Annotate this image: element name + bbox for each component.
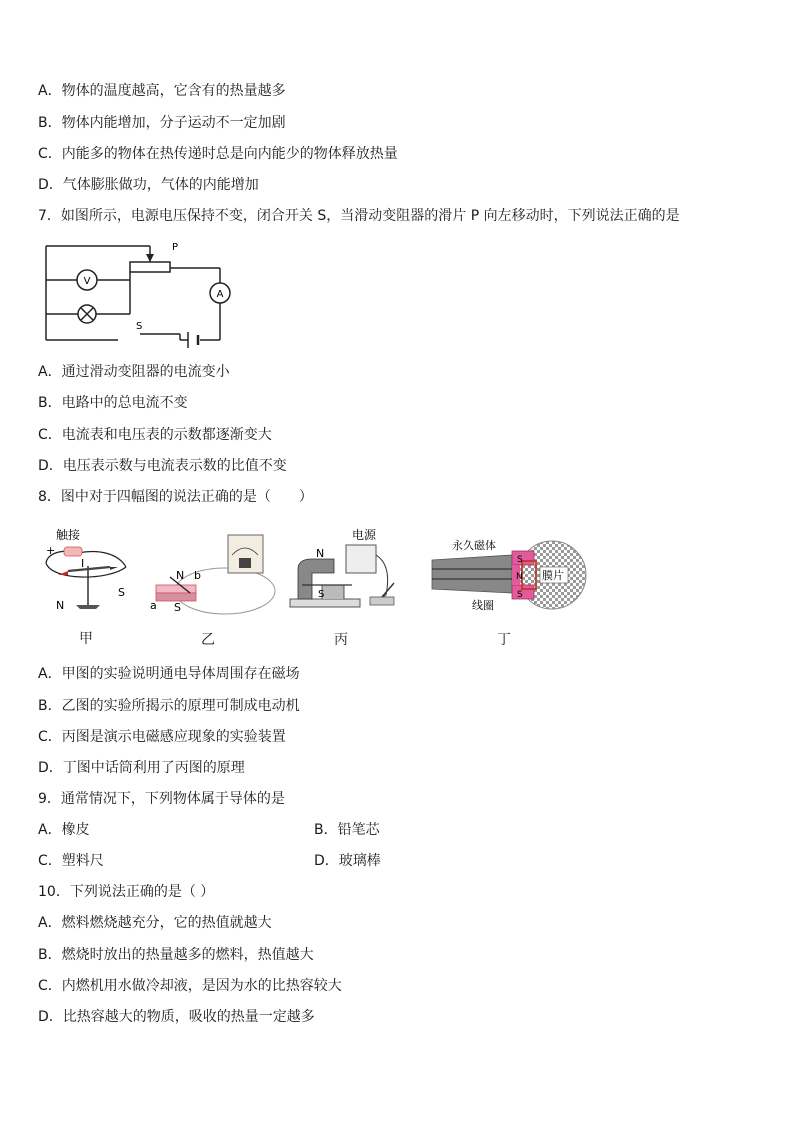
q6-option-a: A．物体的温度越高，它含有的热量越多 [38, 83, 286, 99]
yi-a-label: a [150, 599, 157, 612]
caption-yi: 乙 [201, 632, 215, 648]
ding-magnet-label: 永久磁体 [452, 539, 496, 552]
figure-ding-microphone [432, 535, 592, 615]
ammeter-label: A [216, 289, 224, 300]
q6-option-b: B．物体内能增加，分子运动不一定加剧 [38, 115, 286, 131]
q9-option-c: C．塑料尺 [38, 853, 104, 869]
figure-yi-induction [150, 533, 275, 621]
q10-option-c: C．内燃机用水做冷却液，是因为水的比热容较大 [38, 978, 342, 994]
q7-option-b: B．电路中的总电流不变 [38, 395, 188, 411]
caption-ding: 丁 [497, 632, 511, 648]
jia-north-label: N [56, 599, 65, 612]
q8-option-c: C．丙图是演示电磁感应现象的实验装置 [38, 729, 286, 745]
q10-option-b: B．燃烧时放出的热量越多的燃料，热值越大 [38, 947, 314, 963]
figure-bing-motor [282, 525, 412, 615]
jia-touch-label: 触接 [56, 528, 81, 542]
q9-stem: 9．通常情况下，下列物体属于导体的是 [38, 791, 285, 807]
ding-s-bottom-label: S [517, 590, 523, 600]
yi-s-label: S [174, 601, 181, 614]
q8-option-d: D．丁图中话筒利用了丙图的原理 [38, 760, 245, 776]
q7-option-c: C．电流表和电压表的示数都逐渐变大 [38, 427, 272, 443]
q10-option-d: D．比热容越大的物质，吸收的热量一定越多 [38, 1009, 315, 1025]
bing-power-label: 电源 [352, 528, 377, 542]
q10-option-a: A．燃料燃烧越充分，它的热值就越大 [38, 915, 272, 931]
q8-stem: 8．图中对于四幅图的说法正确的是（ ） [38, 489, 313, 505]
bing-s-label: S [318, 589, 325, 600]
q6-option-c: C．内能多的物体在热传递时总是向内能少的物体释放热量 [38, 146, 398, 162]
q8-option-a: A．甲图的实验说明通电导体周围存在磁场 [38, 666, 300, 682]
q9-option-d: D．玻璃棒 [314, 853, 381, 869]
switch-label: S [136, 321, 143, 332]
ding-diaphragm-label: 膜片 [542, 569, 564, 582]
q6-option-d: D．气体膨胀做功，气体的内能增加 [38, 177, 259, 193]
q9-option-a: A．橡皮 [38, 822, 90, 838]
ding-s-top-label: S [517, 555, 523, 565]
voltmeter-label: V [83, 276, 91, 287]
caption-jia: 甲 [79, 631, 93, 647]
q8-option-b: B．乙图的实验所揭示的原理可制成电动机 [38, 698, 300, 714]
yi-n-label: N [176, 569, 185, 582]
figure-jia-oersted [38, 523, 138, 618]
jia-current-label: I [81, 557, 85, 570]
q7-option-a: A．通过滑动变阻器的电流变小 [38, 364, 230, 380]
q7-option-d: D．电压表示数与电流表示数的比值不变 [38, 458, 287, 474]
yi-b-label: b [194, 569, 201, 582]
slider-label: P [172, 242, 179, 253]
jia-plus-label: + [46, 544, 56, 557]
q9-option-b: B．铅笔芯 [314, 822, 380, 838]
q7-circuit-diagram [40, 240, 240, 345]
q7-stem: 7．如图所示，电源电压保持不变，闭合开关 S，当滑动变阻器的滑片 P 向左移动时，下列说法正确的是 [38, 208, 680, 224]
bing-n-label: N [316, 547, 325, 560]
q10-stem: 10．下列说法正确的是（ ） [38, 884, 215, 900]
caption-bing: 丙 [334, 632, 348, 648]
ding-coil-label: 线圈 [472, 599, 494, 612]
jia-south-label: S [118, 586, 125, 599]
ding-n-label: N [516, 572, 523, 582]
